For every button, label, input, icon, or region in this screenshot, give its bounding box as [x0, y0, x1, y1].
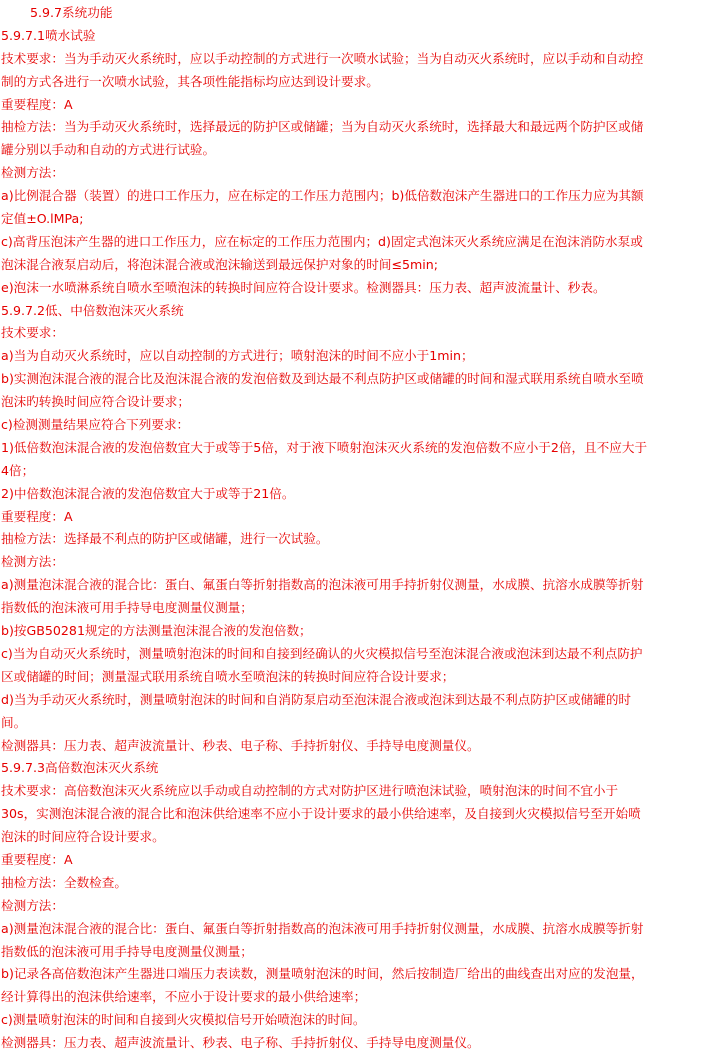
text-line: 经计算得出的泡沫供给速率，不应小于设计要求的最小供给速率； — [1, 989, 367, 1005]
text-line: 技术要求：高倍数泡沫灭火系统应以手动或自动控制的方式对防护区进行喷泡沫试验，喷射泡沫的时间不宜小于 — [1, 783, 619, 799]
text-line: 重要程度：A — [1, 96, 73, 112]
text-line: 技术要求： — [1, 325, 64, 341]
text-line: 检测器具：压力表、超声波流量计、秒表、电子称、手持折射仪、手持导电度测量仪。 — [1, 737, 480, 753]
text-line: 检测方法： — [1, 165, 64, 181]
text-line: a)当为自动灭火系统时，应以自动控制的方式进行；喷射泡沫的时间不应小于1min； — [1, 348, 474, 364]
text-line: 抽检方法：选择最不利点的防护区或储罐，进行一次试验。 — [1, 531, 329, 547]
text-line: 30s，实测泡沫混合液的混合比和泡沫供给速率不应小于设计要求的最小供给速率，及自接到火灾模拟信号至开始喷 — [1, 806, 641, 822]
text-line: 制的方式各进行一次喷水试验，其各项性能指标均应达到设计要求。 — [1, 73, 379, 89]
text-line: 5.9.7.2低、中倍数泡沫灭火系统 — [1, 302, 184, 318]
text-line: 泡沫混合液泵启动后，将泡沫混合液或泡沫输送到最远保护对象的时间≤5min; — [1, 256, 438, 272]
text-line: 重要程度：A — [1, 851, 73, 867]
text-line: b)按GB50281规定的方法测量泡沫混合液的发泡倍数； — [1, 623, 312, 639]
text-line: 抽检方法：全数检查。 — [1, 874, 127, 890]
text-line: 指数低的泡沫液可用手持导电度测量仪测量； — [1, 943, 253, 959]
text-line: 间。 — [1, 714, 27, 730]
text-line: e)泡沫一水喷淋系统自喷水至喷泡沫的转换时间应符合设计要求。检测器具：压力表、超声波流量计、秒表。 — [1, 279, 606, 295]
text-line: 4倍； — [1, 462, 35, 478]
text-line: c)测量喷射泡沫的时间和自接到火灾模拟信号开始喷泡沫的时间。 — [1, 1012, 366, 1028]
text-line: 检测器具：压力表、超声波流量计、秒表、电子称、手持折射仪、手持导电度测量仪。 — [1, 1035, 480, 1051]
text-line: 1)低倍数泡沫混合液的发泡倍数宜大于或等于5倍，对于液下喷射泡沫灭火系统的发泡倍数不应小于2倍，且不应大于 — [1, 439, 648, 455]
text-line: 5.9.7.3高倍数泡沫灭火系统 — [1, 760, 159, 776]
text-line: 检测方法： — [1, 897, 64, 913]
text-line: 技术要求：当为手动灭火系统时，应以手动控制的方式进行一次喷水试验；当为自动灭火系统时，应以手动和自动控 — [1, 50, 644, 66]
text-line: 5.9.7系统功能 — [30, 5, 113, 20]
text-line: 抽检方法：当为手动灭火系统时，选择最远的防护区或储罐；当为自动灭火系统时，选择最大和最远两个防护区或储 — [1, 119, 644, 135]
text-line: c)检测测量结果应符合下列要求： — [1, 417, 190, 433]
text-line: a)测量泡沫混合液的混合比：蛋白、氟蛋白等折射指数高的泡沫液可用手持折射仪测量，水成膜、抗溶水成膜等折射 — [1, 577, 644, 593]
text-line: a)比例混合器（装置）的进口工作压力，应在标定的工作压力范围内；b)低倍数泡沫产生器进口的工作压力应为其额 — [1, 188, 644, 204]
text-line: 5.9.7.1喷水试验 — [1, 27, 96, 43]
text-line: c)当为自动灭火系统时，测量喷射泡沫的时间和自接到经确认的火灾模拟信号至泡沫混合液或泡沫到达最不利点防护 — [1, 645, 643, 661]
text-line: 指数低的泡沫液可用手持导电度测量仪测量； — [1, 600, 253, 616]
text-line: 罐分别以手动和自动的方式进行试验。 — [1, 142, 216, 158]
text-line: 定值±O.lMPa; — [1, 211, 84, 227]
text-line: c)高背压泡沫产生器的进口工作压力，应在标定的工作压力范围内；d)固定式泡沫灭火系统应满足在泡沫消防水泵或 — [1, 233, 643, 249]
text-line: 2)中倍数泡沫混合液的发泡倍数宜大于或等于21倍。 — [1, 485, 295, 501]
text-line: b)实测泡沫混合液的混合比及泡沫混合液的发泡倍数及到达最不利点防护区或储罐的时间和湿式联用系统自喷水至喷 — [1, 371, 644, 387]
text-line: 检测方法： — [1, 554, 64, 570]
text-line: b)记录各高倍数泡沫产生器进口端压力表读数，测量喷射泡沫的时间，然后按制造厂给出的曲线查出对应的发泡量， — [1, 966, 644, 982]
text-line: 重要程度：A — [1, 508, 73, 524]
text-line: 区或储罐的时间；测量湿式联用系统自喷水至喷泡沫的转换时间应符合设计要求； — [1, 668, 455, 684]
text-line: a)测量泡沫混合液的混合比：蛋白、氟蛋白等折射指数高的泡沫液可用手持折射仪测量，水成膜、抗溶水成膜等折射 — [1, 920, 644, 936]
text-line: 泡沫旳转换时间应符合设计要求； — [1, 394, 190, 410]
text-line: 泡沫的时间应符合设计要求。 — [1, 829, 165, 845]
text-line: d)当为手动灭火系统时，测量喷射泡沫的时间和自消防泵启动至泡沫混合液或泡沫到达最不利点防护区或储罐的时 — [1, 691, 632, 707]
